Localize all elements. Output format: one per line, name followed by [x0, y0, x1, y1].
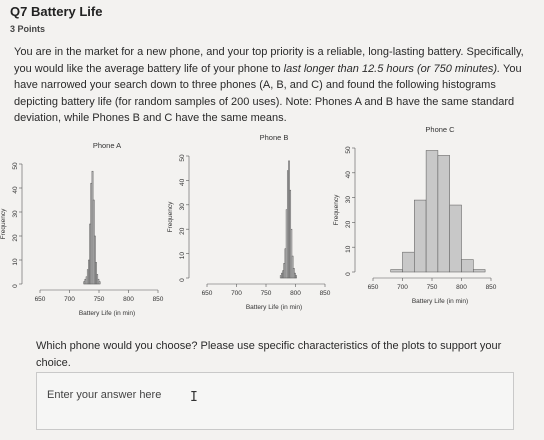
x-tick-label: 750: [260, 290, 272, 297]
question-points: 3 Points: [10, 24, 46, 34]
y-tick-label: 50: [179, 154, 186, 162]
y-axis-label: Frequency: [333, 194, 340, 226]
y-tick-label: 40: [345, 171, 352, 179]
y-tick-label: 40: [12, 186, 19, 194]
histogram-bar: [438, 155, 450, 272]
histogram-title: Phone B: [259, 133, 289, 142]
x-tick-label: 850: [319, 290, 331, 297]
histogram-bar: [473, 270, 485, 272]
answer-input[interactable]: [37, 373, 513, 429]
y-tick-label: 20: [345, 220, 352, 229]
answer-box[interactable]: [36, 372, 514, 430]
question-title: Q7 Battery Life: [10, 4, 103, 19]
question-text-intro: You are in the market for a new phone, and your top priority is a reliable, long-lasting battery. Specifically, you would like the average battery life of your phone to: [14, 46, 524, 75]
histogram-bar: [391, 270, 403, 272]
histogram-title: Phone A: [92, 141, 122, 150]
text-cursor-icon: I: [190, 390, 198, 405]
histogram-bar: [414, 200, 426, 272]
histogram-bar: [296, 276, 297, 278]
histogram-bar: [403, 252, 415, 272]
question-text: [14, 44, 528, 127]
y-tick-label: 0: [345, 272, 352, 276]
x-axis-label: Battery Life (in min): [78, 310, 136, 317]
x-tick-label: 650: [34, 296, 46, 303]
x-tick-label: 700: [397, 284, 408, 291]
x-tick-label: 650: [201, 290, 213, 297]
histogram-c: [333, 125, 497, 305]
x-tick-label: 850: [485, 284, 497, 291]
x-tick-label: 750: [426, 284, 438, 291]
question-text-emphasis: last longer than 12.5 hours (or 750 minutes).: [283, 62, 501, 75]
y-tick-label: 40: [179, 178, 186, 187]
y-tick-label: 10: [12, 258, 19, 266]
x-tick-label: 650: [367, 284, 379, 291]
histogram-bar: [99, 282, 100, 284]
x-tick-label: 750: [93, 296, 105, 303]
histograms-figure: [0, 125, 530, 336]
followup-question: Which phone would you choose? Please use specific characteristics of the plots to support your choice.: [36, 340, 502, 369]
y-axis-label: Frequency: [167, 201, 174, 233]
x-tick-label: 850: [152, 296, 164, 303]
y-tick-label: 0: [179, 278, 186, 282]
y-tick-label: 0: [12, 284, 19, 288]
y-tick-label: 10: [345, 245, 352, 253]
x-tick-label: 700: [64, 296, 75, 303]
y-tick-label: 20: [179, 227, 186, 235]
y-tick-label: 10: [179, 251, 186, 260]
y-tick-label: 30: [345, 195, 352, 204]
y-tick-label: 50: [12, 162, 19, 170]
histogram-panel: [0, 125, 530, 336]
histogram-a: [0, 141, 164, 317]
histogram-bar: [450, 205, 462, 272]
y-tick-label: 30: [12, 210, 19, 218]
y-tick-label: 50: [345, 146, 352, 154]
histogram-bar: [426, 150, 438, 272]
histogram-b: [167, 133, 331, 311]
histogram-bar: [462, 260, 474, 272]
x-tick-label: 800: [123, 296, 134, 303]
y-tick-label: 20: [12, 234, 19, 242]
x-tick-label: 700: [231, 290, 242, 297]
x-tick-label: 800: [456, 284, 467, 291]
question-text-rest: You have narrowed your search down to three phones (A, B, and C) and found the following histograms depicting battery life (for random samples of 200 uses). Note: Phones A and B have the same standard deviation, while Phones B and C have the same means.: [14, 62, 522, 124]
y-tick-label: 30: [179, 203, 186, 211]
histogram-title: Phone C: [425, 125, 455, 134]
y-axis-label: Frequency: [0, 208, 7, 240]
x-axis-label: Battery Life (in min): [411, 298, 469, 305]
x-axis-label: Battery Life (in min): [245, 304, 303, 311]
x-tick-label: 800: [290, 290, 301, 297]
